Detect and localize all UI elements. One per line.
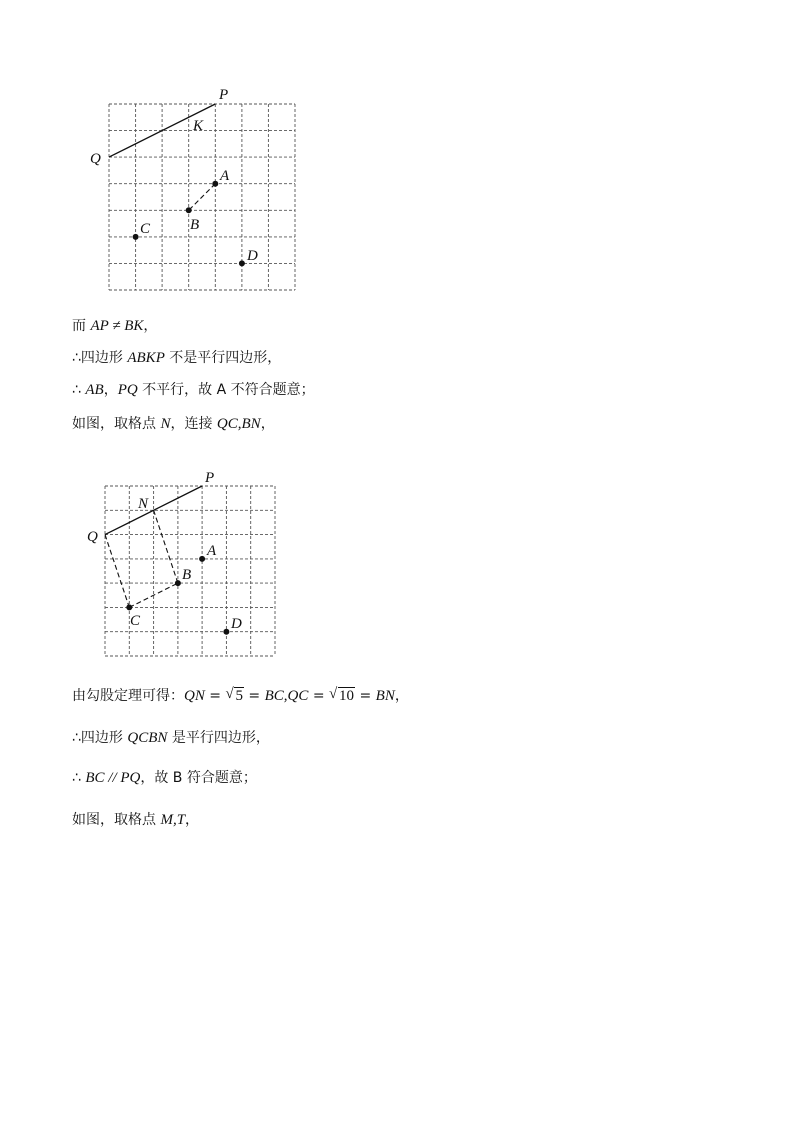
text-line-4: 如图，取格点 N，连接 QC,BN， xyxy=(72,416,275,432)
text-line-3: ∴ AB，PQ 不平行，故 A 不符合题意； xyxy=(72,382,315,398)
grid-figure-2-svg xyxy=(86,466,286,661)
label-B: B xyxy=(182,567,192,583)
sqrt-5: √ 5 xyxy=(225,686,244,706)
label-Q: Q xyxy=(90,151,101,167)
text-line-6: ∴四边形 QCBN 是平行四边形， xyxy=(72,730,270,746)
point-D xyxy=(223,629,229,635)
label-D: D xyxy=(247,248,258,264)
label-K: K xyxy=(193,118,204,134)
label-P: P xyxy=(219,87,229,103)
label-C: C xyxy=(130,613,141,629)
text-line-8: 如图，取格点 M,T， xyxy=(72,812,200,828)
label-B: B xyxy=(190,217,200,233)
segment-QC xyxy=(105,535,129,608)
text-line-5: 由勾股定理可得：QN = √ 5 = BC,QC = √ 10 = BN， xyxy=(72,686,409,706)
sqrt-10: √ 10 xyxy=(329,686,355,706)
grid-figure-1-svg xyxy=(90,84,310,294)
grid-figure-2 xyxy=(86,466,286,661)
label-D: D xyxy=(231,616,242,632)
point-B xyxy=(175,580,181,586)
label-A: A xyxy=(220,168,230,184)
point-C xyxy=(126,604,132,610)
label-N: N xyxy=(138,496,149,512)
grid-figure-1 xyxy=(90,84,310,294)
point-B xyxy=(186,207,192,213)
label-A: A xyxy=(207,543,217,559)
text-line-2: ∴四边形 ABKP 不是平行四边形， xyxy=(72,350,282,366)
segment-BN xyxy=(154,510,178,583)
point-A xyxy=(199,556,205,562)
segment-AB xyxy=(189,184,216,211)
point-A xyxy=(212,181,218,187)
text-line-7: ∴ BC // PQ，故 B 符合题意； xyxy=(72,770,257,786)
label-Q: Q xyxy=(87,529,98,545)
label-C: C xyxy=(140,221,151,237)
label-P: P xyxy=(205,470,215,486)
point-C xyxy=(133,234,139,240)
text-line-1: 而 AP ≠ BK， xyxy=(72,318,158,334)
point-D xyxy=(239,260,245,266)
